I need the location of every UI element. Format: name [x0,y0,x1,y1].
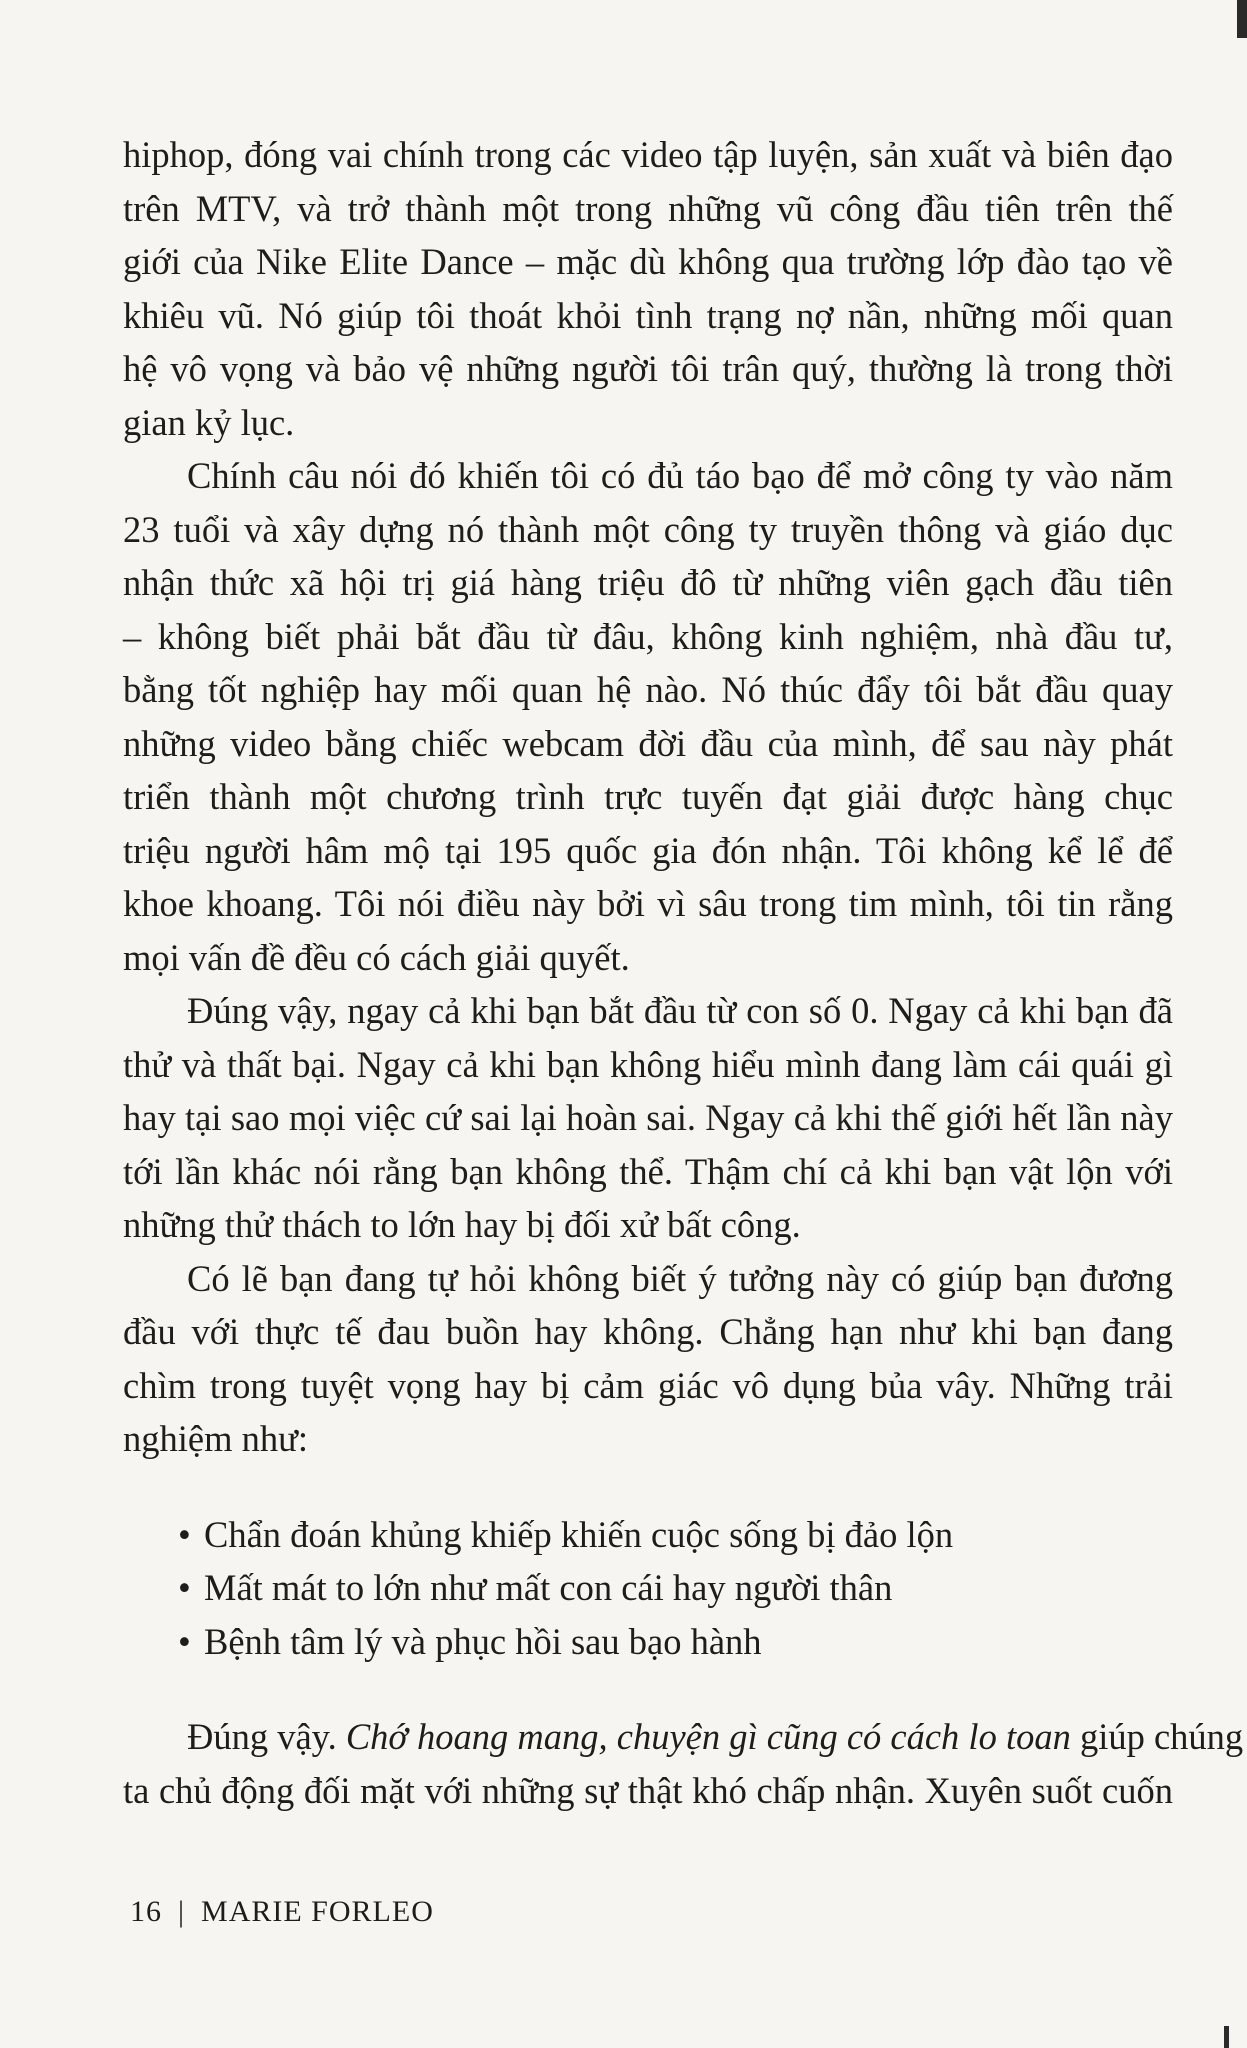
page-edge-mark [1237,0,1247,38]
text-line: triển thành một chương trình trực tuyến đạt giải được hàng chục [123,776,1173,817]
text-line: chìm trong tuyệt vọng hay bị cảm giác vô dụng bủa vây. Những trải [123,1364,1173,1406]
text-line: hay tại sao mọi việc cứ sai lại hoàn sai. Ngay cả khi thế giới hết lần này [123,1097,1173,1138]
text-line [123,1710,1244,1764]
bullet-list [123,1508,1173,1669]
paragraph-4 [123,1252,1173,1466]
list-item-text: Bệnh tâm lý và phục hồi sau bạo hành [204,1620,762,1662]
bullet-icon: • [178,1567,191,1608]
text-line: khoe khoang. Tôi nói điều này bởi vì sâu trong tim mình, tôi tin rằng [123,883,1173,924]
text-line: Chính câu nói đó khiến tôi có đủ táo bạo để mở công ty vào năm [187,455,1173,496]
text-line: Có lẽ bạn đang tự hỏi không biết ý tưởng này có giúp bạn đương [187,1257,1173,1299]
text-line: đầu với thực tế đau buồn hay không. Chẳng hạn như khi bạn đang [123,1311,1173,1352]
text-line: mọi vấn đề đều có cách giải quyết. [123,936,630,978]
paragraph-3 [123,984,1173,1252]
text-line: Đúng vậy, ngay cả khi bạn bắt đầu từ con số 0. Ngay cả khi bạn đã [187,990,1173,1031]
text-line: tới lần khác nói rằng bạn không thể. Thậm chí cả khi bạn vật lộn với [123,1150,1173,1192]
list-item-text: Mất mát to lớn như mất con cái hay người thân [204,1567,893,1608]
text-line: 23 tuổi và xây dựng nó thành một công ty truyền thông và giáo dục [123,508,1173,550]
body-text [123,128,1244,1817]
text-line: thử và thất bại. Ngay cả khi bạn không hiểu mình đang làm cái quái gì [123,1043,1173,1085]
page-footer [130,1895,434,1929]
text-line: giới của Nike Elite Dance – mặc dù không qua trường lớp đào tạo về [123,241,1173,282]
paragraph-5 [123,1710,1244,1817]
list-item [123,1508,1173,1562]
text-line: nhận thức xã hội trị giá hàng triệu đô từ những viên gạch đầu tiên [123,562,1173,603]
list-item [123,1615,1173,1669]
text-line: ta chủ động đối mặt với những sự thật khó chấp nhận. Xuyên suốt cuốn [123,1769,1173,1811]
list-item [123,1561,1173,1615]
page-edge-mark [1224,2026,1229,2048]
text-line: trên MTV, và trở thành một trong những vũ công đầu tiên trên thế [123,187,1173,229]
paragraph-1 [123,128,1173,449]
text-line: những video bằng chiếc webcam đời đầu của mình, để sau này phát [123,722,1173,764]
bullet-icon: • [178,1513,191,1555]
closing-start: Đúng vậy. [187,1716,346,1757]
page-number: 16 [130,1895,162,1928]
text-line: hệ vô vọng và bảo vệ những người tôi trân quý, thường là trong thời [123,348,1173,389]
paragraph-2 [123,449,1173,984]
text-line: gian kỷ lục. [123,401,295,443]
text-line: những thử thách to lớn hay bị đối xử bất công. [123,1204,801,1245]
list-item-text: Chẩn đoán khủng khiếp khiến cuộc sống bị đảo lộn [204,1513,954,1555]
text-line: khiêu vũ. Nó giúp tôi thoát khỏi tình trạng nợ nần, những mối quan [123,294,1173,336]
footer-author: MARIE FORLEO [201,1895,434,1928]
text-line: hiphop, đóng vai chính trong các video tập luyện, sản xuất và biên đạo [123,134,1173,175]
text-line: nghiệm như: [123,1418,309,1459]
text-line: bằng tốt nghiệp hay mối quan hệ nào. Nó thúc đẩy tôi bắt đầu quay [123,669,1173,710]
closing-end: giúp chúng [1070,1716,1244,1757]
bullet-icon: • [178,1620,191,1662]
footer-separator: | [178,1895,186,1928]
text-line: – không biết phải bắt đầu từ đâu, không kinh nghiệm, nhà đầu tư, [123,615,1173,657]
closing-italic: Chớ hoang mang, chuyện gì cũng có cách lo toan [345,1716,1071,1757]
text-line: triệu người hâm mộ tại 195 quốc gia đón nhận. Tôi không kể lể để [123,829,1173,871]
